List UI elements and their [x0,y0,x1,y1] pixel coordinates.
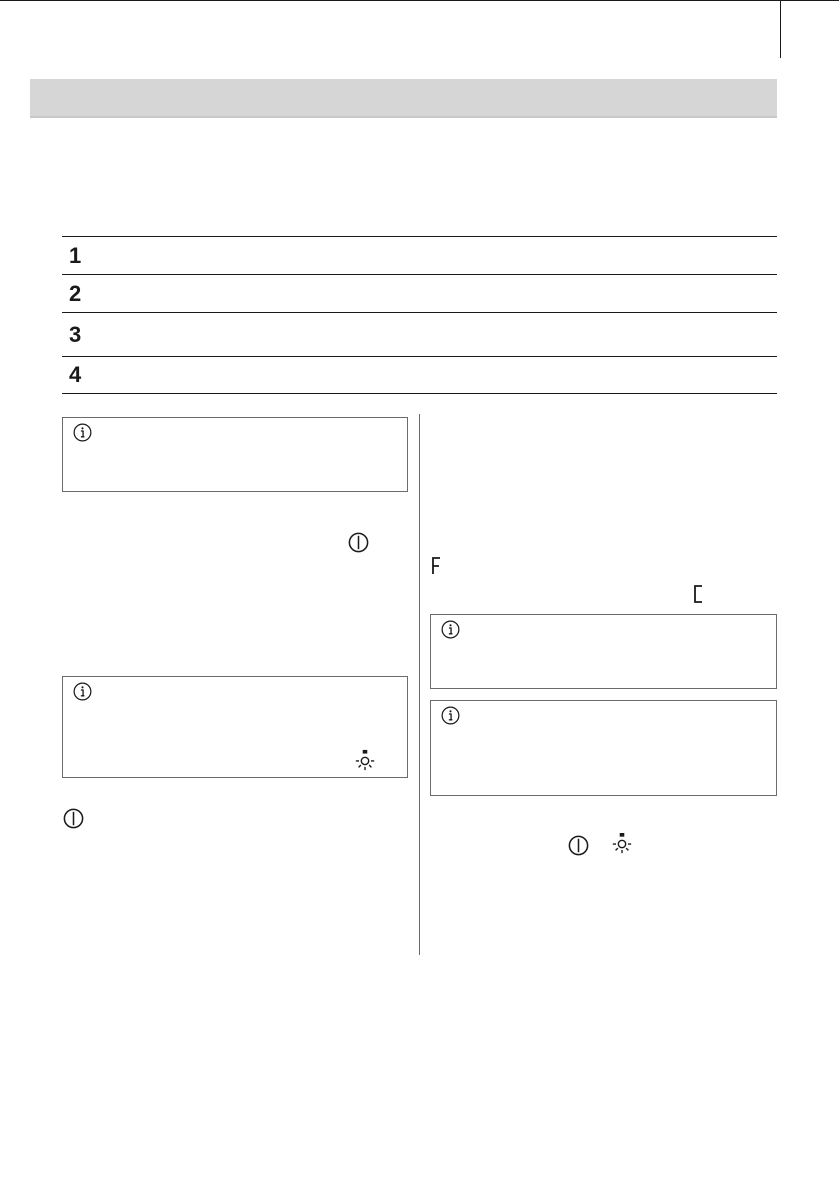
step-row [62,312,777,356]
info-icon [73,682,92,701]
column-divider [419,414,420,955]
info-note-box [62,417,408,492]
display-f-symbol [430,556,442,576]
info-icon [441,620,460,639]
display-c-symbol [692,584,704,604]
step-row [62,236,777,274]
section-heading-bar [30,79,777,118]
info-note-box [62,676,408,778]
power-icon [347,531,370,554]
step-number: 3 [69,321,82,347]
info-note-box [430,614,777,689]
steps-table [62,236,777,394]
page-crop-mark [780,0,781,58]
step-row [62,356,777,394]
power-icon [62,807,85,830]
page-top-edge [0,0,839,1]
info-icon [441,706,460,725]
info-icon [73,423,92,442]
step-row [62,274,777,312]
power-icon [567,834,590,857]
step-number: 1 [69,242,82,268]
light-icon [354,749,376,771]
step-number: 4 [69,362,82,387]
info-note-box [430,700,777,796]
light-icon [611,832,633,856]
step-number: 2 [69,280,82,306]
